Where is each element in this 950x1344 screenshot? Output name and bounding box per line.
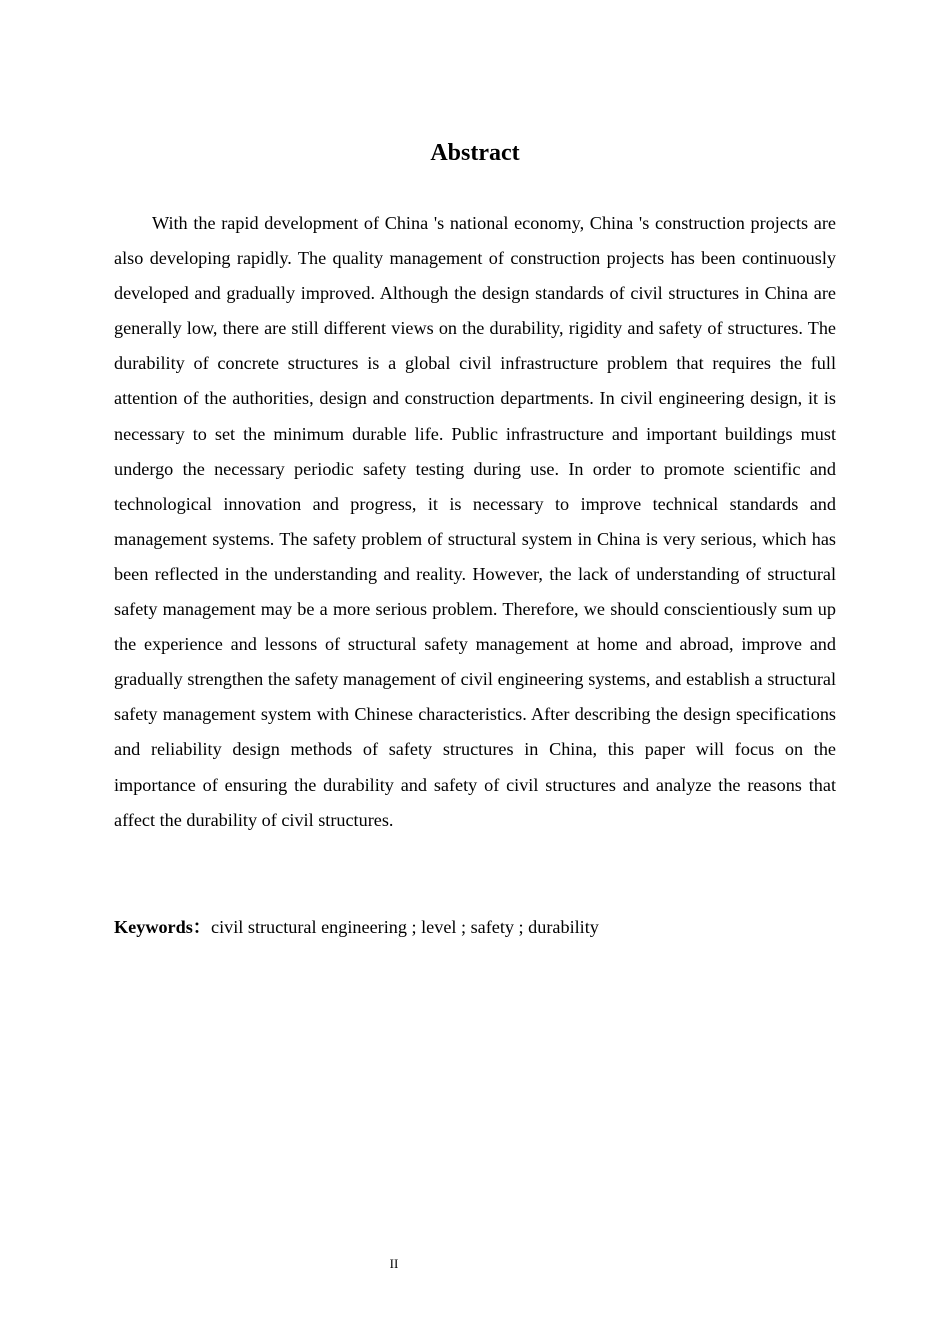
keywords-label: Keywords：	[114, 917, 211, 937]
abstract-title: Abstract	[430, 140, 520, 166]
keywords-text: civil structural engineering ; level ; safety ; durability	[211, 917, 599, 937]
keywords-line	[114, 910, 836, 945]
page-number: II	[389, 1256, 399, 1271]
abstract-paragraph: With the rapid development of China 's national economy, China 's construction projects are also developing rapidly. The quality management of construction projects has been continuously developed and gradually improved. Although the design standards of civil structures in China are generally low, there are still different views on the durability, rigidity and safety of structures. The durability of concrete structures is a global civil infrastructure problem that requires the full attention of the authorities, design and construction departments. In civil engineering design, it is necessary to set the minimum durable life. Public infrastructure and important buildings must undergo the necessary periodic safety testing during use. In order to promote scientific and technological innovation and progress, it is necessary to improve technical standards and management systems. The safety problem of structural system in China is very serious, which has been reflected in the understanding and reality. However, the lack of understanding of structural safety management may be a more serious problem. Therefore, we should conscientiously sum up the experience and lessons of structural safety management at home and abroad, improve and gradually strengthen the safety management of civil engineering systems, and establish a structural safety management system with Chinese characteristics. After describing the design specifications and reliability design methods of safety structures in China, this paper will focus on the importance of ensuring the durability and safety of civil structures and analyze the reasons that affect the durability of civil structures.	[114, 213, 836, 830]
